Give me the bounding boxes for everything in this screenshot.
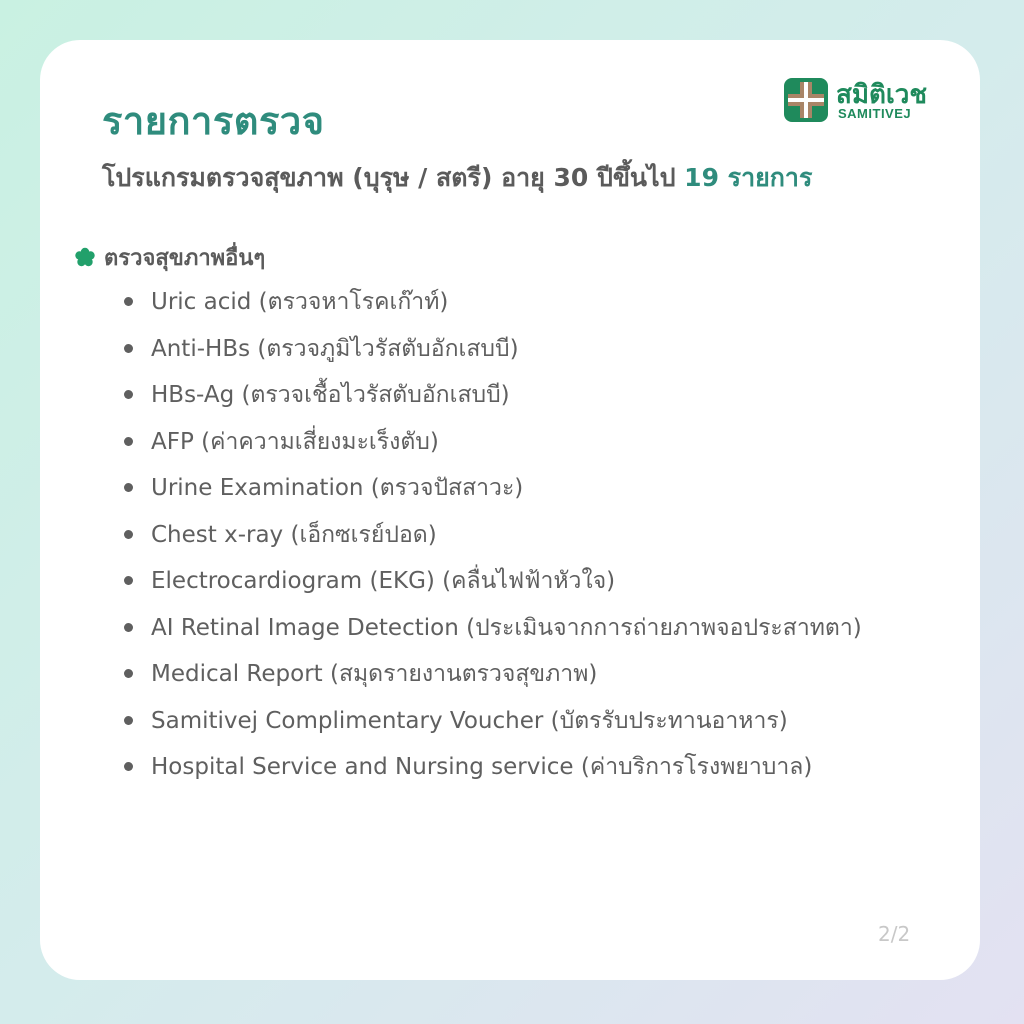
exam-list [120,282,862,794]
list-item [120,422,862,469]
list-item [120,701,862,748]
page-title: รายการตรวจ [102,99,325,143]
section-header [74,240,265,275]
list-item-label: Urine Examination (ตรวจปัสสาวะ) [151,475,524,501]
list-item [120,561,862,608]
list-item-label: Electrocardiogram (EKG) (คลื่นไฟฟ้าหัวใจ) [151,568,616,594]
list-item [120,747,862,794]
bullet-dot-icon [124,530,133,539]
list-item-label: Uric acid (ตรวจหาโรคเก๊าท์) [151,289,449,315]
bullet-dot-icon [124,344,133,353]
green-flower-bullet-icon [74,247,96,269]
list-item [120,375,862,422]
list-item-label: Medical Report (สมุดรายงานตรวจสุขภาพ) [151,661,598,687]
bullet-dot-icon [124,762,133,771]
bullet-dot-icon [124,297,133,306]
item-count: 19 รายการ [684,163,813,192]
bullet-dot-icon [124,716,133,725]
page-indicator: 2/2 [878,922,911,946]
list-item [120,654,862,701]
list-item-label: Chest x-ray (เอ็กซเรย์ปอด) [151,521,437,548]
section-title: ตรวจสุขภาพอื่นๆ [104,246,266,271]
bullet-dot-icon [124,390,133,399]
bullet-dot-icon [124,483,133,492]
bullet-dot-icon [124,623,133,632]
list-item-label: Hospital Service and Nursing service (ค่าบริการโรงพยาบาล) [151,754,813,780]
subtitle-text: โปรแกรมตรวจสุขภาพ (บุรุษ / สตรี) อายุ 30 ปีขึ้นไป [102,163,685,192]
list-item-label: HBs-Ag (ตรวจเชื้อไวรัสตับอักเสบบี) [151,382,510,408]
list-item [120,468,862,515]
list-item [120,515,862,562]
logo-english-text: SAMITIVEJ [838,106,912,121]
logo-thai-text: สมิติเวช [836,80,928,110]
samitivej-logo [784,78,944,124]
list-item-label: AFP (ค่าความเสี่ยงมะเร็งตับ) [151,428,439,455]
list-item [120,329,862,376]
list-item [120,608,862,655]
list-item-label: Anti-HBs (ตรวจภูมิไวรัสตับอักเสบบี) [151,335,519,362]
list-item [120,282,862,329]
bullet-dot-icon [124,669,133,678]
bullet-dot-icon [124,576,133,585]
program-subtitle [102,158,812,198]
list-item-label: Samitivej Complimentary Voucher (บัตรรับประทานอาหาร) [151,707,788,734]
bullet-dot-icon [124,437,133,446]
medical-cross-icon [784,78,828,122]
list-item-label: AI Retinal Image Detection (ประเมินจากการถ่ายภาพจอประสาทตา) [151,614,862,641]
